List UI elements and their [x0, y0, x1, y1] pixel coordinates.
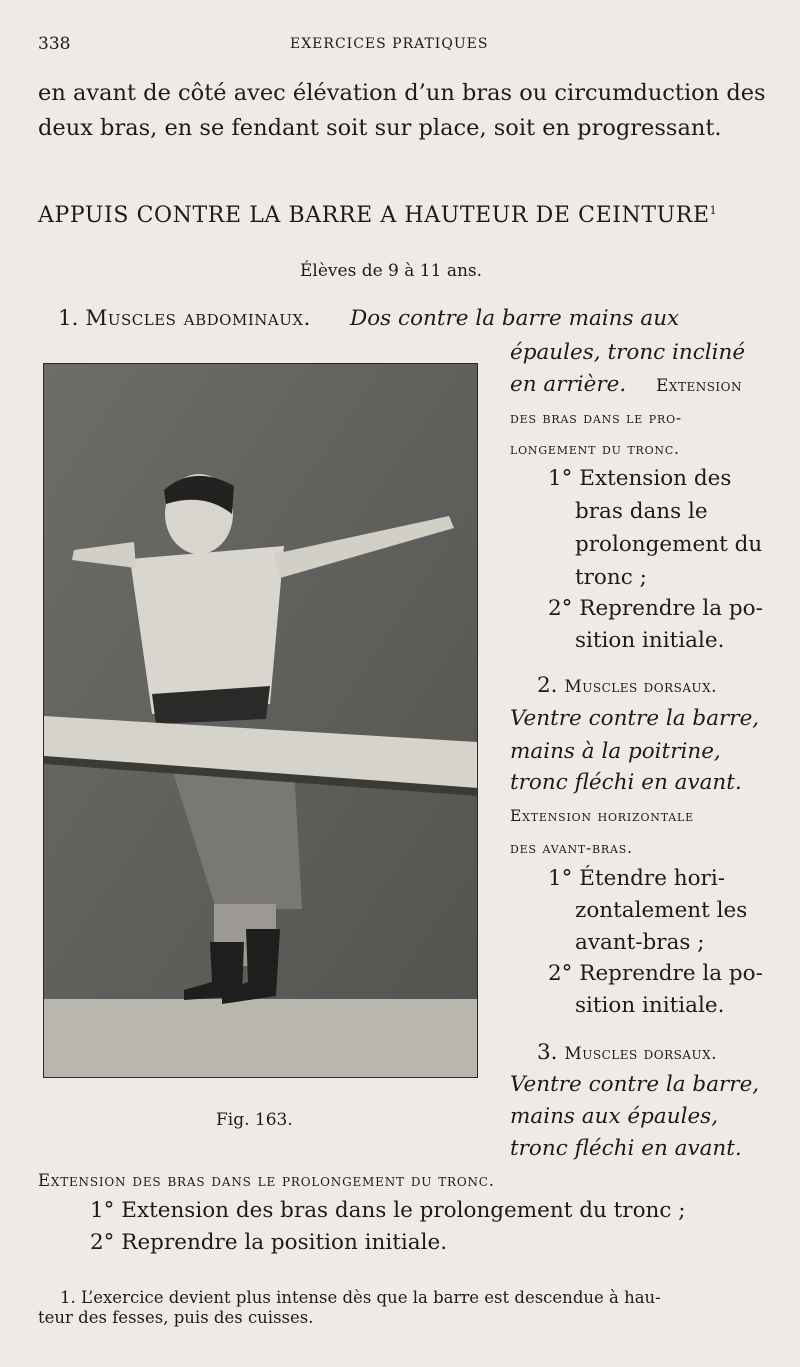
exercise-3-label: Muscles dorsaux.	[564, 1044, 718, 1064]
exercise-2-position-a: Ventre contre la barre,	[510, 706, 760, 731]
exercise-1-step-2b: sition initiale.	[575, 628, 725, 653]
exercise-3-position-b: mains aux épaules,	[510, 1104, 719, 1129]
section-heading-text: APPUIS CONTRE LA BARRE A HAUTEUR DE CEINTURE	[38, 203, 710, 228]
exercise-1-position-c: en arrière.	[510, 372, 627, 397]
footnote-marker: 1	[709, 204, 718, 217]
exercise-2-step-2a: 2° Reprendre la po-	[548, 961, 763, 986]
exercise-2-step-1b: zontalement les	[575, 898, 748, 923]
exercise-3-title	[537, 1040, 717, 1065]
section-heading	[38, 203, 717, 228]
exercise-1-step-1b: bras dans le	[575, 499, 708, 524]
exercise-3-position-a: Ventre contre la barre,	[510, 1072, 760, 1097]
exercise-1-extension-a: Extension	[656, 376, 743, 396]
exercise-3-position-c: tronc fléchi en avant.	[510, 1136, 742, 1161]
exercise-2-step-2b: sition initiale.	[575, 993, 725, 1018]
exercise-2-title	[537, 673, 717, 698]
exercise-2-label: Muscles dorsaux.	[564, 677, 718, 697]
figure-163-photo	[43, 363, 478, 1078]
figure-caption: Fig. 163.	[216, 1110, 293, 1130]
exercise-2-position-c: tronc fléchi en avant.	[510, 770, 742, 795]
running-title: EXERCICES PRATIQUES	[290, 36, 489, 52]
exercise-2-extension-b: des avant-bras.	[510, 839, 633, 857]
exercise-1-step-1d: tronc ;	[575, 565, 647, 590]
exercise-1-title	[58, 306, 311, 331]
intro-line-2: deux bras, en se fendant soit sur place, soit en progressant.	[38, 115, 722, 141]
exercise-3-step-2: 2° Reprendre la position initiale.	[90, 1230, 448, 1255]
exercise-3-step-1: 1° Extension des bras dans le prolongement du tronc ;	[90, 1198, 686, 1223]
exercise-2-step-1c: avant-bras ;	[575, 930, 705, 955]
exercise-3-extension: Extension des bras dans le prolongement du tronc.	[38, 1171, 495, 1190]
exercise-2-step-1a: 1° Étendre hori-	[548, 866, 725, 891]
exercise-1-step-1a: 1° Extension des	[548, 466, 732, 491]
exercise-2-position-b: mains à la poitrine,	[510, 739, 721, 764]
exercise-3-number: 3.	[537, 1040, 558, 1065]
page-number: 338	[38, 34, 71, 54]
exercise-1-position-b: épaules, tronc incliné	[510, 340, 746, 365]
exercise-1-step-2a: 2° Reprendre la po-	[548, 596, 763, 621]
age-subheading: Élèves de 9 à 11 ans.	[300, 261, 483, 281]
exercise-1-extension-c: longement du tronc.	[510, 440, 680, 458]
exercise-1-step-1c: prolongement du	[575, 532, 763, 557]
intro-line-1: en avant de côté avec élévation d’un bras ou circumduction des	[38, 80, 766, 106]
footnote-line-2: teur des fesses, puis des cuisses.	[38, 1308, 314, 1327]
footnote-line-1: 1. L’exercice devient plus intense dès que la barre est descendue à hau-	[60, 1288, 661, 1307]
exercise-1-extension-b: des bras dans le pro-	[510, 409, 682, 427]
exercise-1-number: 1.	[58, 306, 79, 331]
exercise-2-number: 2.	[537, 673, 558, 698]
exercise-2-extension-a: Extension horizontale	[510, 807, 694, 825]
exercise-1-position-a: Dos contre la barre mains aux	[350, 306, 680, 331]
exercise-1-label: Muscles abdominaux.	[85, 306, 311, 331]
boy-at-bar-illustration	[44, 364, 477, 1077]
